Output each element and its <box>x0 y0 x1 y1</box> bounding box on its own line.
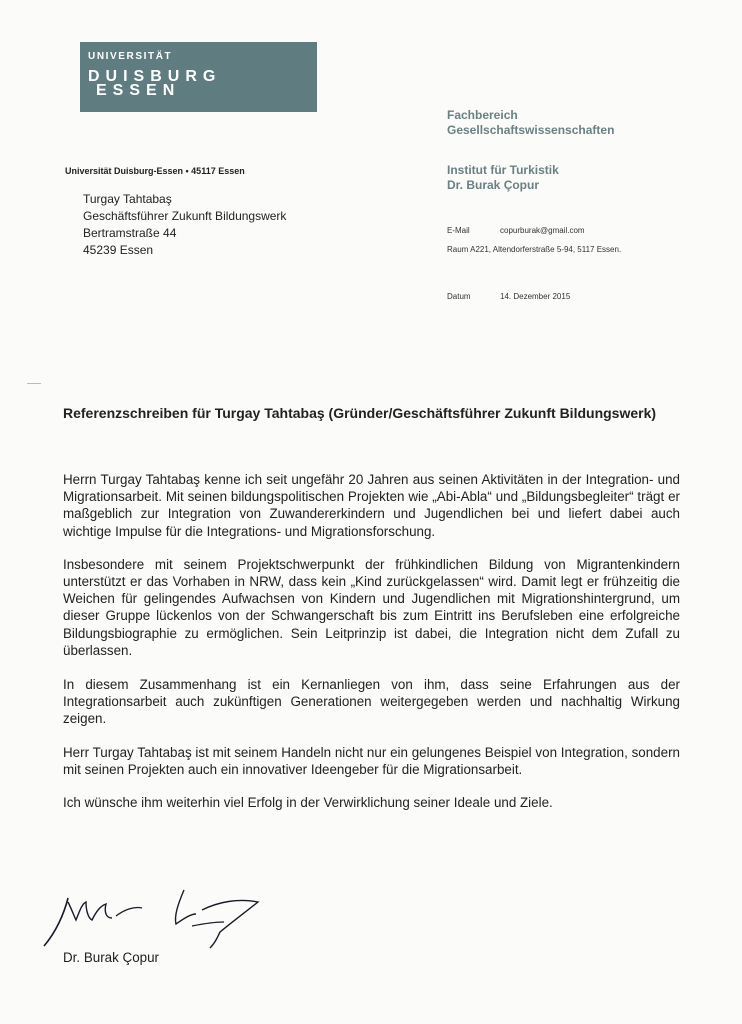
logo-line-duisburg: DUISBURG <box>88 68 222 85</box>
body-paragraph: Ich wünsche ihm weiterhin viel Erfolg in der Verwirklichung seiner Ideale und Ziele. <box>63 795 553 811</box>
email-value: copurburak@gmail.com <box>500 226 585 235</box>
handwritten-signature <box>42 880 282 952</box>
department-name: Gesellschaftswissenschaften <box>447 123 615 137</box>
body-paragraph: Herr Turgay Tahtabaş ist mit seinem Handeln nicht nur ein gelungenes Beispiel von Integration, sondern mit seinen Projekten auch ein innovativer Ideengeber für die Migrationsarbeit. <box>63 744 680 777</box>
fold-mark <box>27 383 41 384</box>
contact-block <box>447 226 621 264</box>
recipient-street: Bertramstraße 44 <box>83 226 177 240</box>
body-paragraph: Herrn Turgay Tahtabaş kenne ich seit ungefähr 20 Jahren aus seinen Aktivitäten in der Integration- und Migrationsarbeit. Mit seinen bildungspolitischen Projekten wie „Abi-Abla“ und „Bildungsbegleiter“ trägt er maßgeblich zur Integration von Zuwandererkindern und Jugendlichen bei und liefert dabei auch wichtige Impulse für die Integrations- und Migrationsforschung. <box>63 472 680 539</box>
recipient-city: 45239 Essen <box>83 243 154 257</box>
recipient-title: Geschäftsführer Zukunft Bildungswerk <box>83 209 287 223</box>
email-row <box>447 226 621 245</box>
body-paragraph: Insbesondere mit seinem Projektschwerpunkt der frühkindlichen Bildung von Migrantenkindern unterstützt er das Vorhaben in NRW, dass kein „Kind zurückgelassen“ wird. Damit legt er frühzeitig die Weichen für gelingendes Aufwachsen von Kindern und Jugendlichen mit Migrationshintergrund, um dieser Gruppe lückenlos von der Schwangerschaft bis zum Eintritt ins Berufsleben eine erfolgreiche Bildungsbiographie zu ermöglichen. Sein Leitprinzip ist dabei, die Integration nicht dem Zufall zu überlassen. <box>63 556 680 658</box>
logo-line-essen: ESSEN <box>96 82 181 99</box>
body-paragraph: In diesem Zusammenhang ist ein Kernanliegen von ihm, dass seine Erfahrungen aus der Integrationsarbeit auch zukünftigen Generationen weitergegeben werden und nachhaltig Wirkung zeigen. <box>63 677 680 727</box>
signer-name: Dr. Burak Çopur <box>63 950 160 965</box>
room-value: Raum A221, Altendorferstraße 5-94, 5117 Essen. <box>447 245 622 254</box>
institute-person: Dr. Burak Çopur <box>447 178 540 192</box>
email-label: E-Mail <box>447 226 470 235</box>
recipient-address <box>83 191 286 259</box>
date-row <box>447 292 570 301</box>
logo-line-universitat: UNIVERSITÄT <box>88 51 173 62</box>
date-value: 14. Dezember 2015 <box>500 292 571 301</box>
letter-body <box>63 471 680 827</box>
department-block <box>447 108 614 138</box>
date-label: Datum <box>447 292 471 301</box>
university-logo <box>80 42 317 112</box>
recipient-name: Turgay Tahtabaş <box>83 192 172 206</box>
sender-address-line: Universität Duisburg-Essen • 45117 Essen <box>65 166 245 176</box>
department-label: Fachbereich <box>447 108 518 122</box>
room-row <box>447 245 621 264</box>
institute-block <box>447 163 559 193</box>
institute-name: Institut für Turkistik <box>447 163 559 177</box>
letter-subject: Referenzschreiben für Turgay Tahtabaş (Gründer/Geschäftsführer Zukunft Bildungswerk) <box>63 405 657 421</box>
